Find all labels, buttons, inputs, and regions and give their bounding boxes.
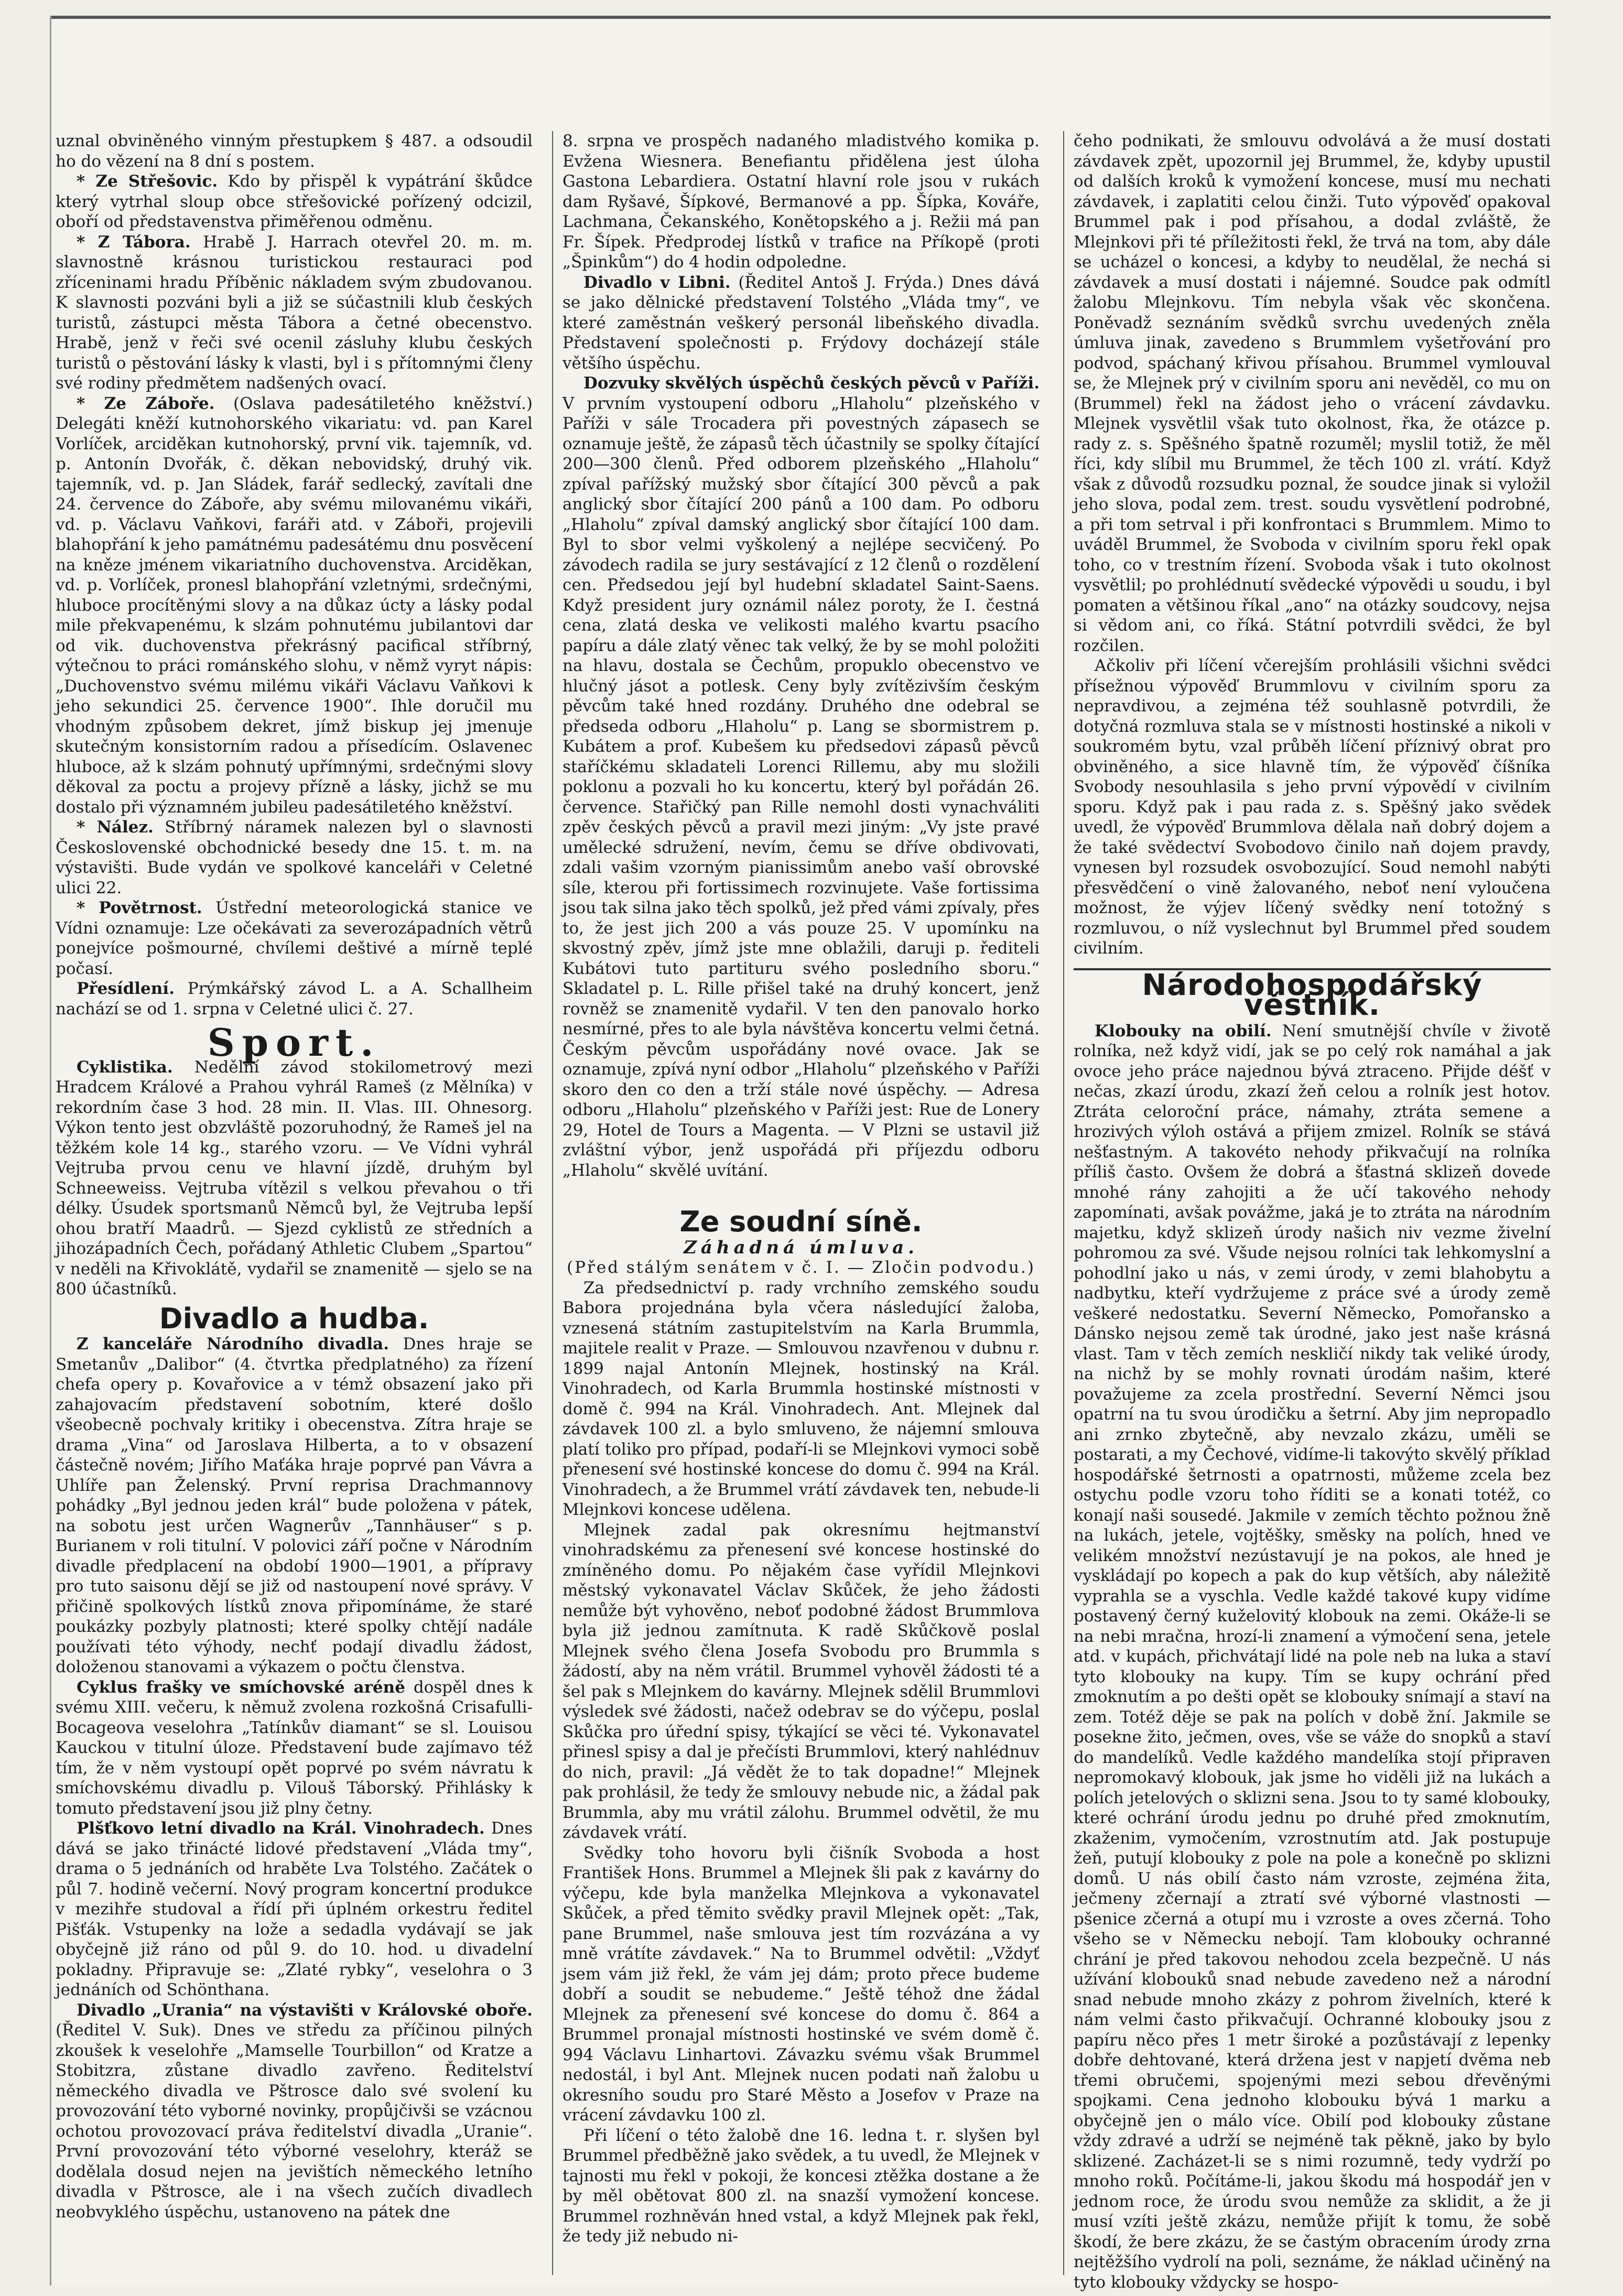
paragraph: čeho podnikati, že smlouvu odvolává a že musí dostati závdavek zpět, upozornil jej Brummel, že, kdyby upustil od dalších kroků k vymožení koncese, musí mu nechati závdavek, i zaplatiti celou činži. Tuto výpověď opakoval Brummel pak i pod přísahou, a dodal zvláště, že Mlejnkovi při té příležitosti řekl, že trvá na tom, aby dále se ucházel o koncesi, a kdyby to neudělal, že nechá si závdavek a musí dostati i nájemné. Soudce pak odmítl žalobu Mlejnkovu. Tím nebyla však věc skončena. Poněvadž seznáním svědků svrchu uvedených zněla úmluva jinak, zavedeno s Brummlem vyšetřování pro podvod, spáchaný křivou přísahou. Brummel vymlouval se, že Mlejnek prý v civilním sporu ani nevěděl, co mu on (Brummel) řekl na žádost jeho o vrácení závdavku. Mlejnek vysvětlil však tuto okolnost, řka, že otázce p. rady z. s. Spěšného špatně rozuměl; myslil totiž, že měl říci, kdy slíbil mu Brummel, že těch 100 zl. vrátí. Když však z důvodů rozsudku poznal, že soudce jinak si vyložil jeho slova, podal zem. trest. soudu vysvětlení podrobné, a při tom setrval i při konfrontaci s Brummlem. Mimo to uváděl Brummel, že Svoboda v civilním sporu řekl opak toho, co v trestním řízení. Svoboda však i tuto okolnost vysvětlil; po prohlédnutí svědecké výpovědi u soudu, i byl pomaten a většinou říkal „ano“ na otázky soudcovy, nejsa si vědom ani, co říká. Státní potvrdili svědci, že byl rozčilen. <box>1074 132 1551 655</box>
paragraph <box>1074 1021 1551 2293</box>
paragraph-lead: Divadlo „Urania“ na výstavišti v Královské oboře. <box>77 2000 533 2020</box>
column-2 <box>562 131 1040 2247</box>
paragraph <box>56 898 533 979</box>
paragraph-text: Ústřední meteorologická stanice ve Vídni oznamuje: Lze očekávati za severozápadních větrů ponejvíce pošmourné, chvílemi deštivé a mírně teplé počasí. <box>56 898 533 978</box>
paragraph <box>56 817 533 898</box>
section-heading-sport: Sport. <box>207 1020 381 1065</box>
paragraph-lead: * Nález. <box>77 818 154 837</box>
paragraph: Za předsednictví p. rady vrchního zemského soudu Babora projednána byla včera následující žaloba, vznesená státním zastupitelstvím na Karla Brummla, majitele realit v Praze. — Smlouvou nzavřenou v dubnu r. 1899 najal Antonín Mlejnek, hostinský na Král. Vinohradech, od Karla Brummla hostinské místnosti v domě č. 994 na Král. Vinohradech. Ant. Mlejnek dal závdavek 100 zl. a bylo smluveno, že nájemní smlouva platí toliko pro případ, podaří-li se Mlejnkovi vymoci sobě přenesení své hostinské koncese do domu č. 994 na Král. Vinohradech, a že Brummel vrátí závdavek ten, nebude-li Mlejnkovi koncese udělena. <box>562 1278 1040 1519</box>
paragraph-text: Stříbrný náramek nalezen byl o slavnosti Československé obchodnické besedy dne 15. t. m. na výstavišti. Bude vydán ve spolkové kanceláři v Celetné ulici 22. <box>56 818 533 897</box>
paragraph: Ačkoliv při líčení včerejším prohlásili všichni svědci přísežnou výpověď Brummlovu v civilním sporu za nepravdivou, a zejména též souhlasně potvrdili, že dotyčná rozmluva stala se v místnosti hostinské a nikoli v soukromém bytu, vzal průběh líčení příznivý obrat pro obviněného, a sice hlavně tím, že výpověď číšníka Svobody nesouhlasila s jeho první výpovědí v civilním sporu. Když pak i pau rada z. s. Spěšný jako svědek uvedl, že výpověď Brummlova dělala naň dobrý dojem a že také svědectví Svobodovo činilo naň dojem pravdy, vynesen byl rozsudek osvobozující. Soud nemohl nabýti přesvědčení o vině žalovaného, neboť není vyloučena možnost, že výjev líčený svědky není totožný s rozmluvou, o níž vyslechnut byl Brummel před soudem civilním. <box>1074 656 1551 958</box>
paragraph-lead: Klobouky na obilí. <box>1095 1021 1272 1041</box>
paragraph-text: Hrabě J. Harrach otevřel 20. m. m. slavnostně krásnou turistickou restauraci pod zříceninami hradu Příběnic nákladem svým zbudovanou. K slavnosti pozváni byli a již se súčastnili klub českých turistů, zástupci města Tábora a četné obecenstvo. Hrabě, jenž v řeči své ocenil zásluhy klubu českých turistů o pěstování lásky k vlasti, byl i s přítomnými členy své rodiny předmětem nadšených ovací. <box>56 232 533 393</box>
article-title: Záhadná úmluva. <box>684 1237 918 1258</box>
paragraph: Při líčení o této žalobě dne 16. ledna t. r. slyšen byl Brummel předběžně jako svědek, a tu uvedl, že Mlejnek v tajnosti mu řekl v pokoji, že koncesi ztěžka dostane a že by měl obětovat 800 zl. na snazší vymožení koncese. Brummel rozhněván hned vstal, a když Mlejnek pak řekl, že tedy již nebudo ni- <box>562 2126 1040 2246</box>
top-rule <box>51 16 1551 19</box>
column-rule <box>1063 131 1064 2275</box>
column-3 <box>1074 131 1551 2292</box>
paragraph-text: Kdo by přispěl k vypátrání škůdce který vytrhal sloup obce střešovické pořízený odcizil, oboří od představenstva přiměřenou odměnu. <box>56 172 533 231</box>
paragraph-lead: Divadlo v Libni. <box>583 273 731 292</box>
paragraph-text: (Ředitel Antoš J. Frýda.) Dnes dává se jako dělnické představení Tolstého „Vláda tmy“, ve které zaměstnán veškerý personál libeňského divadla. Představení společnosti p. Frýdovy docházejí stále většího úspěchu. <box>562 273 1040 373</box>
article-subtitle: (Před stálým senátem v č. I. — Zločin podvodu.) <box>567 1258 1035 1277</box>
paragraph <box>562 273 1040 374</box>
paragraph-text: V prvním vystoupení odboru „Hlaholu“ plzeňského v Paříži v sále Trocadera při povestných zápasech se oznamuje ještě, že zápasů těch účastnily se spolky čítající 200—300 členů. Před odborem plzeňského „Hlaholu“ zpíval pařížský mužský sbor čítající 300 pěvců a pak anglický sbor čítající 200 pánů a 100 dam. Po odboru „Hlaholu“ zpíval damský anglický sbor čítající 100 dam. Byl to sbor velmi vyškolený a nejlépe secvičený. Po závodech radila se jury sestávající z 12 členů o rozdělení cen. Předsedou její byl hudební skladatel Saint-Saens. Když president jury oznámil nález poroty, že I. čestná cena, zlatá deska ve velikosti malého kvartu psacího papíru a dále zlatý věnec tak velký, že by se mohl položiti na hlavu, dostala se Čechům, propuklo obecenstvo ve hlučný jásot a potlesk. Ceny byly zvítězivším českým pěvcům také hned rozdány. Druhého dne odebral se předseda odboru „Hlaholu“ p. Lang se sbormistrem p. Kubátem a prof. Kubešem ku předsedovi zápasů pěvců staříčkému skladateli Lorenci Rillemu, aby mu složili poklonu a pozvali ho ku koncertu, který byl pořádán 26. července. Stařičký pan Rille nemohl dosti vynachváliti zpěv českých pěvců a pravil mezi jiným: „Vy jste pravé umělecké sdružení, nevím, čemu se dříve obdivovati, zdali vašim vzorným pianissimům anebo vaší obrovské síle, kterou při fortissimech rozvinujete. Vaše fortissima jsou tak silna jako těch spolků, jež před vámi zpívaly, přes to, že jest jich 200 a vás pouze 25. V upomínku na skvostný zpěv, jímž jste mne oblažili, daruji p. řediteli Kubátovi tuto partituru svého posledního sboru.“ Skladatel p. L. Rille přišel také na druhý koncert, jenž rovněž se znamenitě vydařil. V ten den panovalo horko nesmírné, přes to ale byla návštěva koncertu velmi četná. Českým pěvcům uspořádány nové ovace. Jak se oznamuje, zpívá nyní odbor „Hlaholu“ plzeňského v Paříži skoro den co den a trží stále nové úspěchy. — Adresa odboru „Hlaholu“ plzeňského v Paříži jest: Rue de Lonery 29, Hotel de Tours a Magenta. — V Plzni se ustavil již zvláštní výbor, jenž uspořádá při příjezdu odboru „Hlaholu“ skvělé uvítání. <box>562 394 1040 1180</box>
paragraph-text: Není smutnější chvíle v životě rolníka, než když vidí, jak se po celý rok namáhal a jak ovoce jeho práce najednou bývá ztraceno. Přijde déšť v nečas, zkazí úrodu, zkazí žeň celou a rolník jest hotov. Ztráta celoroční práce, námahy, ztráta semene a hrozivých výloh ostává a přijem zmizel. Rolník se stává nešťastným. A takovéto nehody přikvačují na rolníka příliš často. Ovšem že dobrá a šťastná sklizeň dovede mnohé rány zahojiti a že učí takového nehody zapomínati, avšak povážme, jaká je to ztráta na národním majetku, když sklizeň úrody našich niv vezme živelní pohromou za své. Všude nejsou rolníci tak lehkomyslní a pohodlní jako u nás, v zemi úrody, v zemi blahobytu a nadbytku, kteří vydržujeme z práce své a úrody země veškeré nedostatku. Severní Německo, Pomořansko a Dánsko nejsou země tak úrodné, jako jest naše krásná vlast. Tam v těch zemích neskličí nikdy tak veliké úrody, na nichž by se mohly rovnati úrodám našim, které považujeme za zcela prostřední. Severní Němci jsou opatrní na tu svou úrodičku a šetrní. Aby jim nepropadlo ani zrnko zbytečně, aby nevzalo zkázu, uměli se postarati, a my Čechové, vidíme-li takovýto skvělý příklad hospodářské šetrnosti a opatrnosti, můžeme zcela bez ostychu podle vzoru toho říditi se a konati totéž, co konají naši sousedé. Jakmile v zemích těchto požnou žně na lukách, jetele, vojtěšky, směsky na polích, hned ve velikém množství nezústavují je na pokos, ale hned je vyskládají po kopech a pak do kup větších, aby náležitě vyprahla se a vyschla. Vedle každé takové kupy vidíme postavený černý kuželovitý klobouk na zemi. Okáže-li se na nebi mračna, hrozí-li znamení a výmočení sena, jetele atd. v kupách, přichvátají lidé na pole neb na luka a staví tyto klobouky na kupy. Tím se kupy ochrání před zmoknutím a po dešti opět se klobouky snímají a staví na zem. Totéž děje se pak na polích v době žní. Jakmile se posekne žito, ječmen, oves, vše se váže do snopků a staví do mandelíků. Vedle každého mandelíka stojí připraven nepromokavý klobouk, jak jsme ho viděli již na lukách a polích jetelových o sklizni sena. Jsou to ty samé klobouky, které ochrání úrodu jednu po druhé před zmoknutím, zkaženim, vymočením, vzrostnutím atd. Jak postupuje žeň, putují klobouky z pole na pole a konečně po sklizni domů. U nás obilí často nám vzroste, zejména žita, ječmeny zčernají a ztratí své výborné vlastnosti — pšenice zčerná a otupí mu i vzroste a oves zčerná. Toho všeho se v Německu nebojí. Tam klobouky ochranné chrání je před takovou nehodou zcela bezpečně. U nás užívání klobouků snad nebude zavedeno než a národní snad nebude mnoho zkázy z pohrom živelních, které k nám velmi často přikvačují. Ochranné klobouky jsou z papíru něco přes 1 metr široké a pozůstávají z lepenky dobře dehtované, která držena jest v napjetí dvěma neb třemi obručemi, spojenými mezi sebou dřevěnými spojkami. Cena jednoho klobouku bývá 1 marku a obyčejně jen o málo více. Obilí pod klobouky zůstane vždy zdravé a udrží se nejméně tak pěkně, jako by bylo sklizené. Zacházet-li se s nimi rozumně, tedy vydrží po mnoho roků. Počítáme-li, jakou škodu má hospodář jen v jednom roce, že úrodu svou nemůže za sklidit, a že ji musí vzíti ještě zkázu, nemůže přijít k tomu, že sobě škodí, že bere zkázu, že se častým obracením úrody zrna nejtěžšího vydrolí na poli, seznáme, že náklad učiněný na tyto klobouky vždycky se hospo- <box>1074 1021 1551 2292</box>
paragraph-text: Dnes dává se jako třinácté lidové představení „Vláda tmy“, drama o 5 jednáních od hraběte Lva Tolstého. Začátek o půl 7. hodině večerní. Nový program koncertní produkce v mezihře studoval a řídí při úplném orkestru ředitel Pišťák. Vstupenky na lože a sedadla vydávají se jak obyčejně již ráno od půl 9. do 10. hod. u divadelní pokladny. Připravuje se: „Zlaté rybky“, veselohra o 3 jednáních od Schönthana. <box>56 1819 533 1999</box>
paragraph: uznal obviněného vinným přestupkem § 487. a odsoudil ho do vězení na 8 dní s postem. <box>56 132 533 171</box>
paragraph-lead: * Povětrnost. <box>77 898 202 917</box>
paragraph-text: Dnes hraje se Smetanův „Dalibor“ (4. čtvrtka předplatného) za řízení chefa opery p. Kovařovice a v témž obsazení jako při zahajovacím představení sobotním, které došlo všeobecně pochvaly kritiky i obecenstva. Zítra hraje se drama „Vina“ od Jaroslava Hilberta, a to v obsazení částečně novém; Jiřího Maťáka hraje poprvé pan Vávra a Uhlíře pan Želenský. První reprisa Drachmannovy pohádky „Byl jednou jeden král“ bude položena v pátek, na sobotu jest určen Wagnerův „Tannhäuser“ s p. Burianem v roli titulní. V polovici září počne v Národním divadle předplacení na období 1900—1901, a přípravy pro tuto saisonu dějí se již od nastoupení nové správy. V přičině spolkových lístků znova připomínáme, že staré poukázky pozbyly platnosti; které spolky chtějí nadále používati této výhody, nechť podají divadlu žádost, doloženou stanovami a výkazem o počtu členstva. <box>56 1335 533 1676</box>
paragraph <box>562 373 1040 1181</box>
paragraph: Mlejnek zadal pak okresnímu hejtmanství vinohradskému za přenesení své koncese hostinské do zmíněného domu. Po nějakém čase vyřídil Mlejnkovi městský vykonavatel Václav Skůček, že jeho žádosti nemůže být vyhověno, neboť podobné žádost Brummlova byla již jednou zamítnuta. K radě Skůčkově poslal Mlejnek svého člena Josefa Svobodu pro Brummla s žádostí, aby na něm vrátil. Brummel vyhověl žádosti té a šel pak s Mlejnkem do kavárny. Mlejnek sdělil Brummlovi výsledek své žádosti, načež odebrav se do výčepu, poslal Skůčka pro úřední spisy, týkající se věci té. Vykonavatel přinesl spisy a dal je přečísti Brummlovi, který nahlédnuv do nich, pravil: „Já vědět že to tak dopadne!“ Mlejnek pak prohlásil, že tedy že smlouvy nebude nic, a žádal pak Brummla, aby mu vrátil zálohu. Brummel odvětil, že mu závdavek vrátí. <box>562 1520 1040 1842</box>
paragraph-lead: Dozvuky skvělých úspěchů českých pěvců v Paříži. <box>583 374 1040 393</box>
paragraph <box>56 1818 533 2000</box>
section-heading-court: Ze soudní síně. <box>679 1205 923 1238</box>
paragraph-lead: Z kanceláře Národního divadla. <box>77 1335 389 1353</box>
newspaper-page <box>50 16 1551 2292</box>
paragraph-lead: * Ze Záboře. <box>77 394 215 413</box>
paragraph-lead: * Ze Střešovic. <box>77 172 218 191</box>
paragraph-text: Nedělní závod stokilometrový mezi Hradcem Králové a Prahou vyhrál Rameš (z Mělníka) v rekordním čase 3 hod. 28 min. II. Vlas. III. Ohnesorg. Výkon tento jest obzvláště pozoruhodný, že Rameš jel na těžkém kole 14 kg., starého vzoru. — Ve Vídni vyhrál Vejtruba prvou cenu ve hlavní jízdě, druhým byl Schneeweiss. Vejtruba vítězil s velkou převahou o tři délky. Úsudek sportsmanů Němců byl, že Vejtruba lepší ohou bratří Maadrů. — Sjezd cyklistů ze středních a jihozápadních Čech, pořádaný Athletic Clubem „Spartou“ v neděli na Křivoklátě, vydařil se znamenitě — sjelo se na 800 účastníků. <box>56 1057 533 1298</box>
section-heading-economy: Národohospodářský věstník. <box>1074 968 1551 1016</box>
paragraph-text: (Ředitel V. Suk). Dnes ve středu za příčinou pilných zkoušek k veselohře „Mamselle Tourbillon“ od Kratze a Stobitzra, zůstane divadlo zavřeno. Ředitelství německého divadla ve Pštrosce dalo své svolení ku provozování této vyborné novinky, propůjčivši se vzácnou ochotou provozovací práva ředitelství divadla „Uranie“. První provozování této výborné veselohry, kteráž se dodělala dosud nejen na jevištích německého letního divadla v Pštrosce, ale i na všech zučích divadlech neobvyklého úspěchu, ustanoveno na pátek dne <box>56 2021 533 2222</box>
paragraph: Svědky toho hovoru byli čišník Svoboda a host František Hons. Brummel a Mlejnek šli pak z kavárny do výčepu, kde byla manželka Mlejnkova a vykonavatel Skůček, a před těmito svědky pravil Mlejnek opět: „Tak, pane Brummel, naše smlouva jest tím rozvázána a vy mně vrátíte závdavek.“ Na to Brummel odvětil: „Vždyť jsem vám již řekl, že vám jej dám; proto přece budeme dobří a soudit se nebudeme.“ Ještě téhož dne žádal Mlejnek za přenesení své koncese do domu č. 864 a Brummel pronajal místnosti hostinské ve svém domě č. 994 Václavu Linhartovi. Závazku svému však Brummel nedostál, i byl Ant. Mlejnek nucen podati naň žalobu u okresního soudu pro Staré Město a Josefov v Praze na vrácení závdavku 100 zl. <box>562 1843 1040 2125</box>
paragraph <box>56 2000 533 2223</box>
paragraph <box>56 1334 533 1677</box>
paragraph <box>56 171 533 232</box>
paragraph-lead: Přesídlení. <box>77 979 175 998</box>
paragraph-lead: Plšťkovo letní divadlo na Král. Vinohradech. <box>77 1819 485 1838</box>
paragraph-text: Prýmkářský závod L. a A. Schallheim nachází se od 1. srpna v Celetné ulici č. 27. <box>56 979 533 1019</box>
paragraph-text: dospěl dnes k svému XIII. večeru, k němuž zvolena rozkošná Crisafulli-Bocageova veselohra „Tatínkův diamant“ se sl. Louisou Kauckou v titulní úloze. Představení bude zajímavo též tím, že v něm vystoupí opět poprvé po svém návratu k smíchovskému divadlu p. Vilouš Táborský. Přihlásky k tomuto představení jsou již plny četny. <box>56 1677 533 1818</box>
section-heading-theatre: Divadlo a hudba. <box>159 1302 429 1335</box>
paragraph <box>56 394 533 818</box>
paragraph: 8. srpna ve prospěch nadaného mladistvého komika p. Evžena Wiesnera. Benefiantu přidělena jest úloha Gastona Lebardiera. Ostatní hlavní role jsou v rukách dam Ryšavé, Šípkové, Bermanové a pp. Šípka, Kováře, Lachmana, Čekanského, Konětopského a j. Režii má pan Fr. Šípek. Předprodej lístků v trafice na Příkopě (proti „Špinkům“) do 4 hodin odpoledne. <box>562 132 1040 272</box>
column-1 <box>56 131 533 2222</box>
paragraph-lead: Cyklus frašky ve smíchovské aréně <box>77 1677 405 1697</box>
paragraph-lead: Cyklistika. <box>77 1057 173 1077</box>
paragraph <box>56 1677 533 1819</box>
paragraph <box>56 232 533 394</box>
paragraph-lead: * Z Tábora. <box>77 232 191 252</box>
paragraph-text: (Oslava padesátiletého kněžství.) Delegáti kněží kutnohorského vikariatu: vd. pan Karel Vorlíček, arciděkan kutnohorský, první vik. tajemník, vd. p. Antonín Dvořák, č. děkan nebovidský, druhý vik. tajemník, vd. p. Jan Sládek, farář sedlecký, zavítali dne 24. července do Záboře, aby svému milovanému vikáři, vd. p. Václavu Vaňkovi, faráři atd. v Záboři, projevili blahopřání k jeho památnému padesátému dnu posvěcení na kněze jménem vikariatního duchovenstva. Arciděkan, vd. p. Vorlíček, pronesl blahopřání vzletnými, srdečnými, hluboce procítěnými slovy a na důkaz úcty a lásky podal mile překvapenému, k slzám pohnutému jubilantovi dar od vik. duchovenstva překrásný pacifical stříbrný, výtečnou to práci románského slohu, v němž vyryt nápis: „Duchovenstvo svému milému vikáři Václavu Vaňkovi k jeho sekundici 25. července 1900“. Ihle doručil mu vhodným způsobem dekret, jímž biskup jej jmenuje skutečným konsistorním radou a přísedícím. Oslavenec hluboce, až k slzám pohnutý upřímnými, srdečnými slovy děkoval za poctu a projevy přízně a lásky, jichž se mu dostalo při významném jubileu padesátiletého kněžství. <box>56 394 533 817</box>
paragraph <box>56 979 533 1019</box>
paragraph <box>56 1057 533 1299</box>
column-rule <box>552 131 553 2275</box>
